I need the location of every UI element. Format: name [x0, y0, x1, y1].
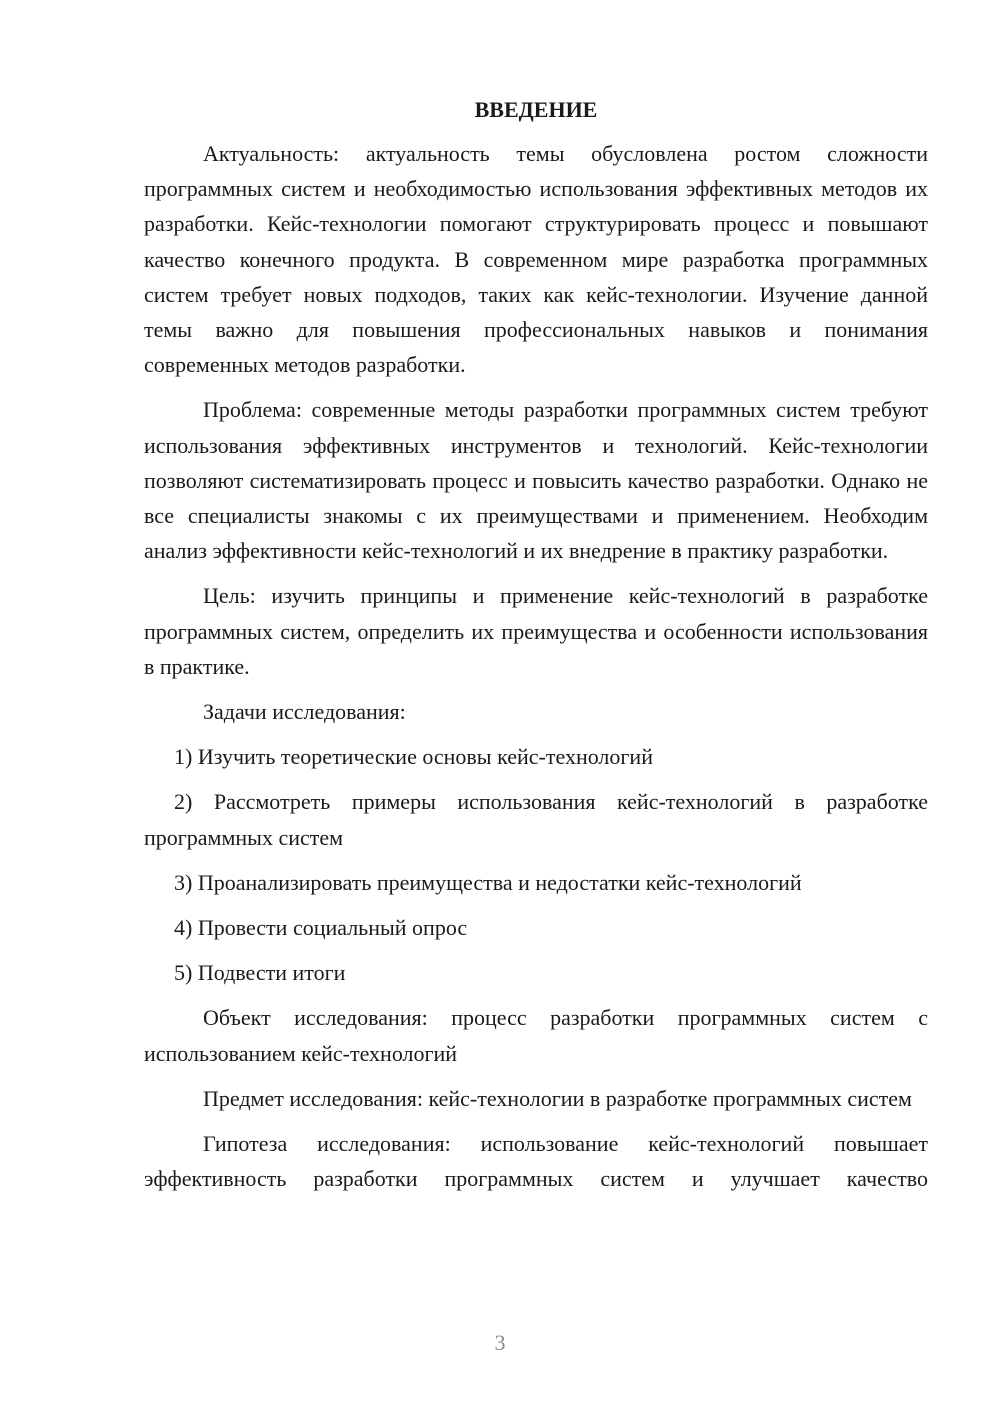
tasks-heading: Задачи исследования:	[203, 699, 406, 725]
list-item-task-4: 4) Провести социальный опрос	[174, 915, 468, 941]
list-item-task-5: 5) Подвести итоги	[174, 960, 346, 986]
page-title: ВВЕДЕНИЕ	[474, 97, 598, 122]
object-paragraph: Объект исследования: процесс разработки программных систем с использованием кейс-технологий	[144, 1005, 928, 1066]
goal-paragraph: Цель: изучить принципы и применение кейс-технологий в разработке программных систем, определить их преимущества и особенности использования в практике.	[144, 583, 928, 679]
relevance-paragraph: Актуальность: актуальность темы обусловлена ростом сложности программных систем и необходимостью использования эффективных методов их разработки. Кейс-технологии помогают структурировать процесс и повышают качество конечного продукта. В современном мире разработка программных систем требует новых подходов, таких как кейс-технологии. Изучение данной темы важно для повышения профессиональных навыков и понимания современных методов разработки.	[144, 141, 928, 378]
list-item-task-2: 2) Рассмотреть примеры использования кейс-технологий в разработке программных систем	[144, 789, 928, 850]
document-page	[144, 90, 928, 1196]
problem-paragraph: Проблема: современные методы разработки программных систем требуют использования эффективных инструментов и технологий. Кейс-технологии позволяют систематизировать процесс и повысить качество разработки. Однако не все специалисты знакомы с их преимуществами и применением. Необходим анализ эффективности кейс-технологий и их внедрение в практику разработки.	[144, 397, 928, 564]
subject-paragraph: Предмет исследования: кейс-технологии в разработке программных систем	[203, 1085, 912, 1111]
list-item-task-1: 1) Изучить теоретические основы кейс-технологий	[174, 744, 653, 770]
hypothesis-paragraph: Гипотеза исследования: использование кейс-технологий повышает эффективность разработки программных систем и улучшает качество	[144, 1131, 928, 1192]
list-item-task-3: 3) Проанализировать преимущества и недостатки кейс-технологий	[174, 869, 802, 895]
page-number: 3	[494, 1330, 506, 1355]
